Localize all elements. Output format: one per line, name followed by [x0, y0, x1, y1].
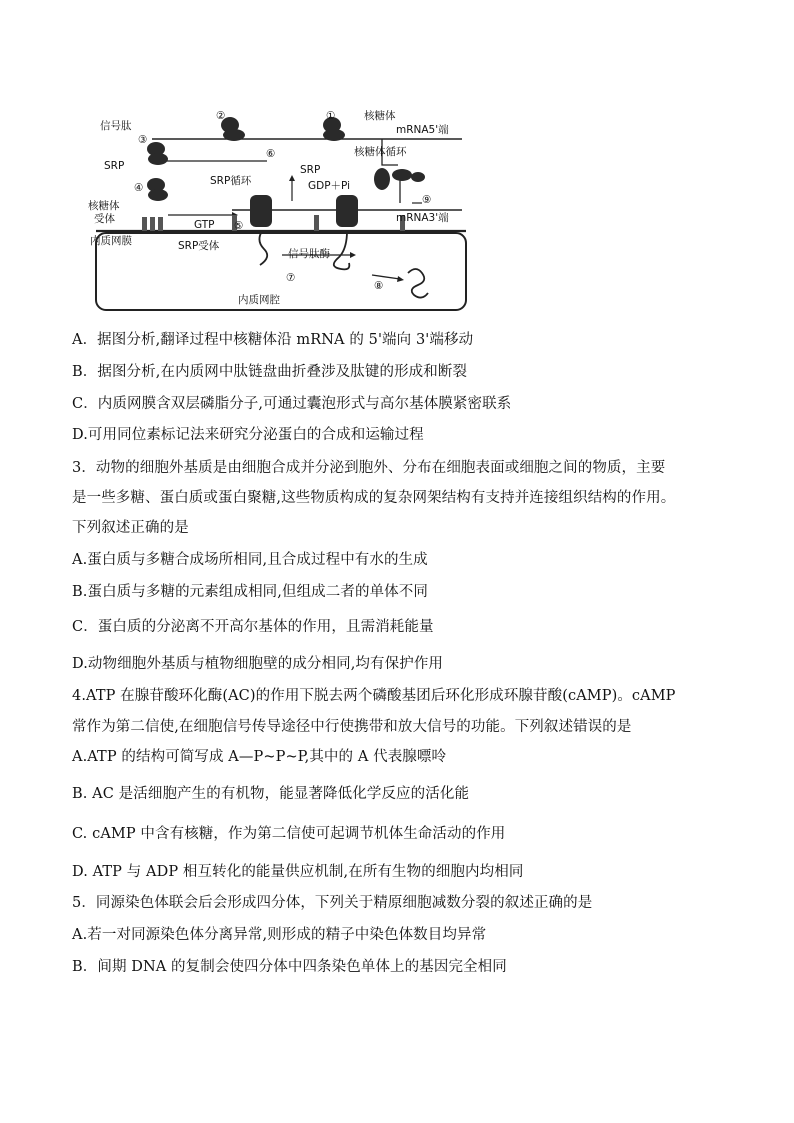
label-signal-peptidase: 信号肽酶 [288, 248, 330, 260]
q3-option-a: A.蛋白质与多糖合成场所相同,且合成过程中有水的生成 [72, 552, 428, 568]
q5-option-b: B．间期 DNA 的复制会使四分体中四条染色单体上的基因完全相同 [72, 959, 507, 975]
label-srp-receptor: SRP受体 [178, 240, 220, 252]
q3-option-b: B.蛋白质与多糖的元素组成相同,但组成二者的单体不同 [72, 584, 428, 600]
q3-stem-line2: 是一些多糖、蛋白质或蛋白聚糖,这些物质构成的复杂网架结构有支持并连接组织结构的作用。 [72, 490, 676, 506]
q4-option-c: C. cAMP 中含有核糖，作为第二信使可起调节机体生命活动的作用 [72, 826, 506, 842]
label-ribosome: 核糖体 [364, 110, 396, 122]
svg-text:②: ② [216, 110, 226, 122]
q4-option-b: B. AC 是活细胞产生的有机物，能显著降低化学反应的活化能 [72, 786, 470, 802]
label-er-lumen: 内质网腔 [238, 294, 280, 306]
label-srp-left: SRP [104, 160, 125, 172]
label-gtp: GTP [194, 219, 215, 231]
label-srp-cycle: SRP循环 [210, 175, 252, 187]
label-ribosome-cycle: 核糖体循环 [354, 146, 407, 158]
q4-option-a: A.ATP 的结构可简写成 A—P~P~P,其中的 A 代表腺嘌呤 [72, 749, 447, 765]
q5-option-a: A.若一对同源染色体分离异常,则形成的精子中染色体数目均异常 [72, 927, 487, 943]
svg-text:⑤: ⑤ [234, 220, 244, 232]
svg-text:①: ① [326, 110, 336, 122]
q4-option-d: D. ATP 与 ADP 相互转化的能量供应机制,在所有生物的细胞内均相同 [72, 864, 524, 880]
label-srp-mid: SRP [300, 164, 321, 176]
label-signal-peptide: 信号肽 [100, 120, 132, 132]
svg-text:③: ③ [138, 134, 148, 146]
q4-stem-line2: 常作为第二信使,在细胞信号传导途径中行使携带和放大信号的功能。下列叙述错误的是 [72, 719, 632, 735]
svg-text:⑧: ⑧ [374, 280, 384, 292]
label-ribosome-receptor: 核糖体 [88, 200, 120, 212]
svg-text:⑨: ⑨ [422, 194, 432, 206]
svg-text:⑥: ⑥ [266, 148, 276, 160]
q2-option-c: C．内质网膜含双层磷脂分子,可通过囊泡形式与高尔基体膜紧密联系 [72, 396, 512, 412]
q4-stem-line1: 4.ATP 在腺苷酸环化酶(AC)的作用下脱去两个磷酸基团后环化形成环腺苷酸(cAMP)。cAMP [72, 688, 676, 704]
arrow-8 [372, 275, 400, 279]
label-gdp-pi: GDP＋Pi [308, 180, 351, 192]
q3-option-c: C．蛋白质的分泌离不开高尔基体的作用，且需消耗能量 [72, 619, 434, 635]
svg-text:④: ④ [134, 182, 144, 194]
q3-stem-line3: 下列叙述正确的是 [72, 520, 189, 536]
q2-option-d: D.可用同位素标记法来研究分泌蛋白的合成和运输过程 [72, 427, 424, 443]
svg-text:⑦: ⑦ [286, 272, 296, 284]
label-er-membrane: 内质网膜 [90, 235, 132, 247]
svg-text:受体: 受体 [94, 213, 115, 225]
q5-stem: 5．同源染色体联会后会形成四分体，下列关于精原细胞减数分裂的叙述正确的是 [72, 895, 593, 911]
q2-option-b: B．据图分析,在内质网中肽链盘曲折叠涉及肽键的形成和断裂 [72, 364, 468, 380]
q3-stem-line1: 3．动物的细胞外基质是由细胞合成并分泌到胞外、分布在细胞表面或细胞之间的物质，主要 [72, 460, 666, 476]
q2-option-a: A．据图分析,翻译过程中核糖体沿 mRNA 的 5'端向 3'端移动 [72, 332, 474, 348]
label-mrna5: mRNA5'端 [396, 124, 449, 136]
srp-pathway-diagram [82, 103, 470, 313]
label-mrna3: mRNA3'端 [396, 212, 449, 224]
q3-option-d: D.动物细胞外基质与植物细胞壁的成分相同,均有保护作用 [72, 656, 444, 672]
